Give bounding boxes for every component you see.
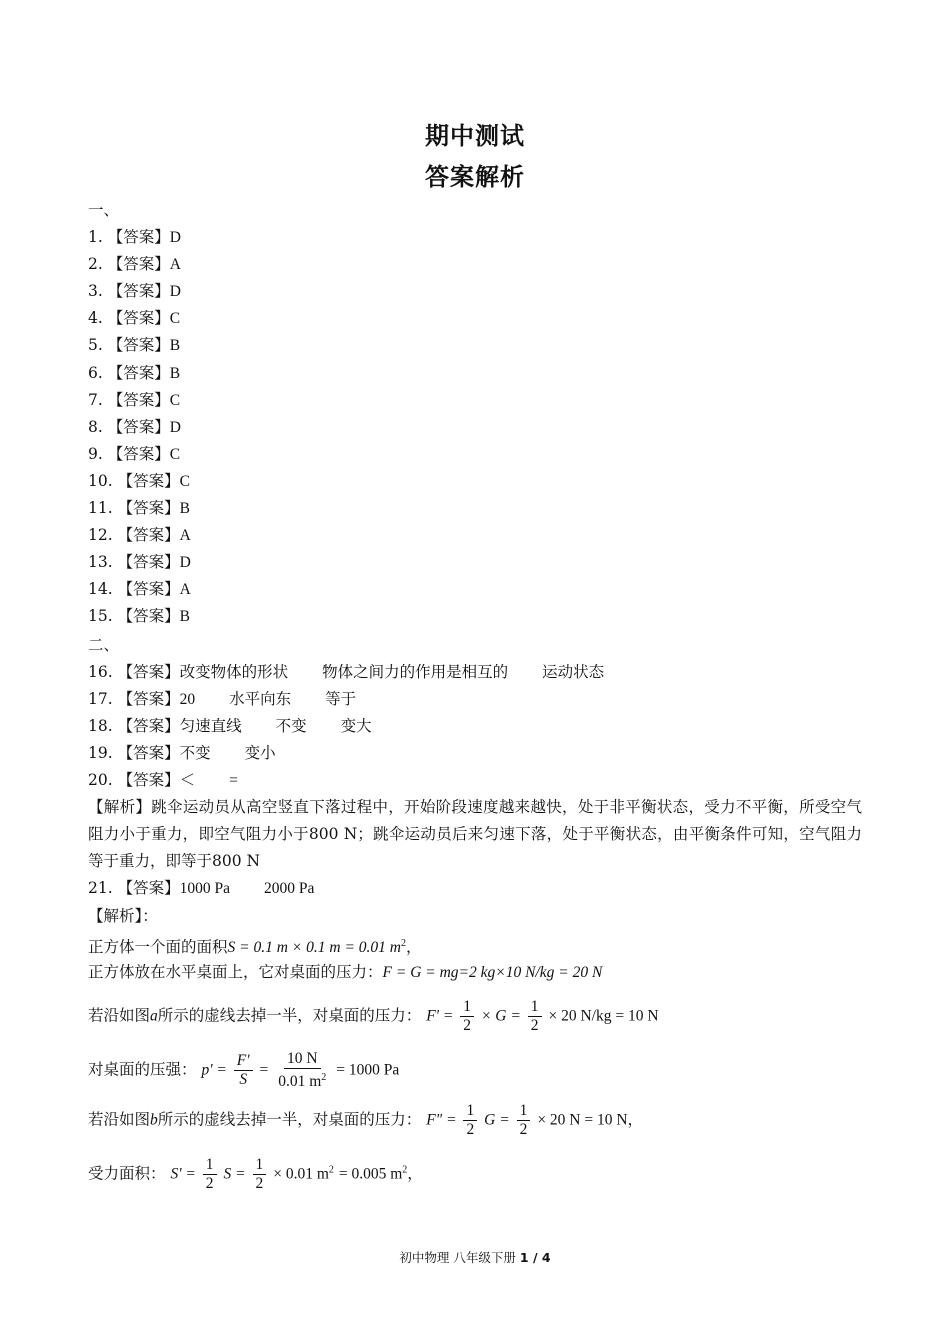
formula: F" = bbox=[426, 1111, 457, 1129]
formula: × 0.01 m bbox=[273, 1165, 329, 1183]
variable: a bbox=[150, 1007, 158, 1025]
answer-row bbox=[88, 606, 190, 627]
answer-value: A bbox=[169, 256, 181, 274]
answer-part: 变大 bbox=[340, 718, 372, 736]
text: 正方体一个面的面积 bbox=[88, 938, 228, 957]
answer-row bbox=[88, 471, 190, 492]
answer-tag: 【答案】 bbox=[117, 744, 180, 763]
answer-tag: 【答案】 bbox=[117, 607, 180, 626]
answer-row bbox=[88, 417, 181, 438]
text: 若沿如图 bbox=[88, 1006, 151, 1025]
formula: × 20 N = 10 N， bbox=[537, 1111, 644, 1129]
answer-value: D bbox=[179, 554, 191, 572]
answer-row bbox=[88, 743, 276, 764]
answer-row bbox=[88, 525, 191, 546]
answer-row bbox=[88, 689, 356, 710]
denominator: 2 bbox=[530, 1017, 539, 1034]
question-number: 11. bbox=[88, 499, 113, 517]
answer-value: C bbox=[179, 472, 190, 490]
question-number: 14. bbox=[88, 580, 113, 599]
answer-tag: 【答案】 bbox=[107, 255, 170, 274]
answer-part: = bbox=[229, 772, 238, 790]
formula: G = bbox=[484, 1111, 510, 1129]
answer-tag: 【答案】 bbox=[107, 390, 170, 409]
question-number: 3. bbox=[88, 282, 103, 301]
answer-part: 20 bbox=[179, 691, 196, 709]
fraction bbox=[253, 1156, 267, 1193]
formula: F' = bbox=[426, 1007, 454, 1025]
page-title: 期中测试 bbox=[425, 122, 525, 150]
answer-row bbox=[88, 335, 180, 356]
text: 对桌面的压强： bbox=[88, 1060, 197, 1079]
answer-part: 1000 Pa bbox=[179, 880, 230, 897]
answer-tag: 【答案】 bbox=[107, 417, 170, 436]
answer-row bbox=[88, 363, 180, 384]
answer-tag: 【答案】 bbox=[107, 228, 170, 246]
question-number: 6. bbox=[88, 363, 103, 382]
answer-tag: 【答案】 bbox=[117, 690, 180, 709]
superscript: 2 bbox=[321, 1072, 327, 1083]
answer-tag: 【答案】 bbox=[117, 526, 180, 545]
answer-part: 改变物体的形状 bbox=[179, 664, 289, 681]
answer-row bbox=[88, 254, 181, 275]
page-number: 1 / 4 bbox=[519, 1250, 551, 1265]
denominator: 2 bbox=[255, 1175, 264, 1192]
formula: × 20 N/kg = 10 N bbox=[548, 1007, 659, 1025]
answer-part: 物体之间力的作用是相互的 bbox=[322, 664, 509, 681]
text: 受力面积： bbox=[88, 1164, 166, 1183]
question-number: 8. bbox=[88, 417, 103, 436]
q21-analysis-tag: 【解析】： bbox=[88, 907, 158, 925]
answer-tag: 【答案】 bbox=[117, 771, 180, 790]
formula: F = G = mg=2 kg×10 N/kg = 20 N bbox=[382, 964, 603, 981]
numerator: F' bbox=[234, 1052, 253, 1071]
answer-value: B bbox=[179, 608, 190, 626]
answer-value: D bbox=[169, 418, 181, 436]
answer-row bbox=[88, 444, 180, 465]
answer-part: 不变 bbox=[275, 718, 307, 736]
question-number: 2. bbox=[88, 255, 103, 274]
answer-row bbox=[88, 390, 180, 411]
analysis-tag: 【解析】 bbox=[88, 798, 152, 816]
analysis-text: 跳伞运动员从高空竖直下落过程中，开始阶段速度越来越快，处于非平衡状态，受力不平衡，所受空气阻力小于重力，即空气阻力小于800 N；跳伞运动员后来匀速下落，处于平衡状态，由平衡条件可知，空气阻力等于重力，即等于800 N bbox=[88, 798, 862, 870]
fraction bbox=[528, 998, 542, 1035]
answer-value: D bbox=[169, 229, 181, 246]
answer-tag: 【答案】 bbox=[117, 879, 180, 897]
variable: b bbox=[150, 1111, 158, 1129]
answer-row bbox=[88, 308, 180, 329]
answer-part: ＜ bbox=[179, 772, 196, 790]
numerator: 1 bbox=[253, 1156, 267, 1175]
fraction bbox=[234, 1052, 253, 1089]
section-one-label: 一、 bbox=[88, 201, 120, 219]
answer-row bbox=[88, 716, 372, 737]
fraction bbox=[203, 1156, 217, 1193]
text: 所示的虚线去掉一半，对桌面的压力： bbox=[157, 1110, 422, 1129]
formula: × G = bbox=[480, 1007, 521, 1025]
answer-part: 2000 Pa bbox=[263, 880, 315, 897]
answer-row bbox=[88, 498, 190, 519]
formula: S' = bbox=[170, 1165, 196, 1183]
question-number: 13. bbox=[88, 553, 113, 572]
text: 所示的虚线去掉一半，对桌面的压力： bbox=[157, 1006, 422, 1025]
answer-tag: 【答案】 bbox=[107, 336, 170, 355]
text: 正方体放在水平桌面上，它对桌面的压力： bbox=[88, 963, 383, 981]
denominator: 2 bbox=[466, 1121, 475, 1138]
denominator: 2 bbox=[463, 1017, 472, 1034]
answer-row bbox=[88, 579, 191, 600]
answer-value: C bbox=[169, 391, 181, 409]
q21-pressure-force-line bbox=[88, 962, 602, 983]
answer-tag: 【答案】 bbox=[117, 553, 180, 572]
fraction bbox=[275, 1050, 329, 1091]
page-footer bbox=[0, 1248, 950, 1266]
numerator: 10 N bbox=[284, 1050, 321, 1069]
answer-tag: 【答案】 bbox=[107, 309, 170, 328]
denominator: S bbox=[239, 1071, 248, 1089]
text: 若沿如图 bbox=[88, 1110, 151, 1129]
answer-value: B bbox=[179, 500, 190, 517]
denominator: 2 bbox=[519, 1121, 528, 1138]
answer-tag: 【答案】 bbox=[117, 499, 180, 517]
question-number: 19. bbox=[88, 744, 113, 763]
answer-row bbox=[88, 770, 238, 791]
page-subtitle: 答案解析 bbox=[425, 163, 525, 191]
denominator: 2 bbox=[205, 1175, 214, 1192]
fraction bbox=[460, 998, 474, 1035]
answer-row bbox=[88, 662, 604, 683]
formula: = 0.005 m bbox=[338, 1165, 403, 1183]
fraction bbox=[463, 1102, 477, 1139]
answer-value: B bbox=[169, 337, 181, 355]
answer-tag: 【答案】 bbox=[117, 580, 180, 599]
question-number: 21. bbox=[88, 879, 113, 897]
answer-value: C bbox=[169, 310, 181, 328]
q21-half-a-line bbox=[88, 998, 659, 1035]
text: ， bbox=[407, 1164, 423, 1183]
fraction bbox=[517, 1102, 531, 1139]
question-number: 1. bbox=[88, 228, 103, 246]
question-number: 9. bbox=[88, 444, 103, 463]
q21-pressure-line: 对桌面的压强： p' = $\frac{F'}{S}$ = $\frac{10 N}{0.01 m^2}$ = 1000 Pa bbox=[88, 1050, 400, 1091]
numerator: 1 bbox=[528, 998, 542, 1017]
q21-area-half-line bbox=[88, 1156, 423, 1193]
answer-part: 不变 bbox=[179, 745, 211, 763]
question-number: 17. bbox=[88, 690, 113, 709]
numerator: 1 bbox=[517, 1102, 531, 1121]
q20-analysis bbox=[88, 794, 862, 875]
answer-part: 水平向东 bbox=[229, 691, 292, 709]
answer-value: A bbox=[179, 581, 191, 599]
answer-value: D bbox=[169, 283, 181, 301]
question-number: 12. bbox=[88, 526, 113, 545]
answer-tag: 【答案】 bbox=[117, 471, 180, 490]
answer-part: 等于 bbox=[325, 691, 357, 709]
answer-tag: 【答案】 bbox=[117, 663, 180, 681]
q21-area-line bbox=[88, 934, 422, 958]
answer-value: B bbox=[169, 364, 181, 382]
question-number: 7. bbox=[88, 390, 103, 409]
question-number: 16. bbox=[88, 663, 113, 681]
q21-half-b-line bbox=[88, 1102, 643, 1139]
numerator: 1 bbox=[463, 1102, 477, 1121]
answer-row bbox=[88, 552, 191, 573]
superscript: 2 bbox=[328, 1164, 334, 1176]
question-number: 18. bbox=[88, 717, 113, 736]
answer-row bbox=[88, 281, 181, 302]
text: ， bbox=[405, 938, 422, 957]
formula: p' = bbox=[201, 1061, 227, 1079]
question-number: 10. bbox=[88, 471, 113, 490]
answer-row bbox=[88, 227, 181, 248]
answer-part: 匀速直线 bbox=[179, 718, 242, 736]
numerator: 1 bbox=[460, 998, 474, 1017]
question-number: 5. bbox=[88, 336, 103, 355]
superscript: 2 bbox=[400, 938, 406, 949]
question-number: 15. bbox=[88, 607, 113, 626]
answer-tag: 【答案】 bbox=[107, 363, 170, 382]
answer-part: 变小 bbox=[244, 745, 276, 763]
footer-text: 初中物理 八年级下册 bbox=[399, 1250, 516, 1265]
formula: S = 0.1 m × 0.1 m = 0.01 m bbox=[227, 939, 401, 957]
answer-tag: 【答案】 bbox=[107, 282, 170, 301]
numerator: 1 bbox=[203, 1156, 217, 1175]
answer-tag: 【答案】 bbox=[117, 717, 180, 736]
denominator-text: 0.01 m bbox=[278, 1073, 322, 1091]
denominator bbox=[275, 1069, 329, 1091]
formula: = 1000 Pa bbox=[336, 1061, 400, 1079]
question-number: 4. bbox=[88, 309, 103, 328]
section-two-label: 二、 bbox=[88, 636, 120, 654]
question-number: 20. bbox=[88, 771, 113, 790]
answer-part: 运动状态 bbox=[542, 664, 605, 681]
answer-value: C bbox=[169, 445, 181, 463]
answer-tag: 【答案】 bbox=[107, 444, 170, 463]
formula: S = bbox=[223, 1165, 246, 1183]
answer-value: A bbox=[179, 527, 191, 545]
superscript: 2 bbox=[402, 1164, 408, 1176]
q21-answer bbox=[88, 878, 314, 899]
